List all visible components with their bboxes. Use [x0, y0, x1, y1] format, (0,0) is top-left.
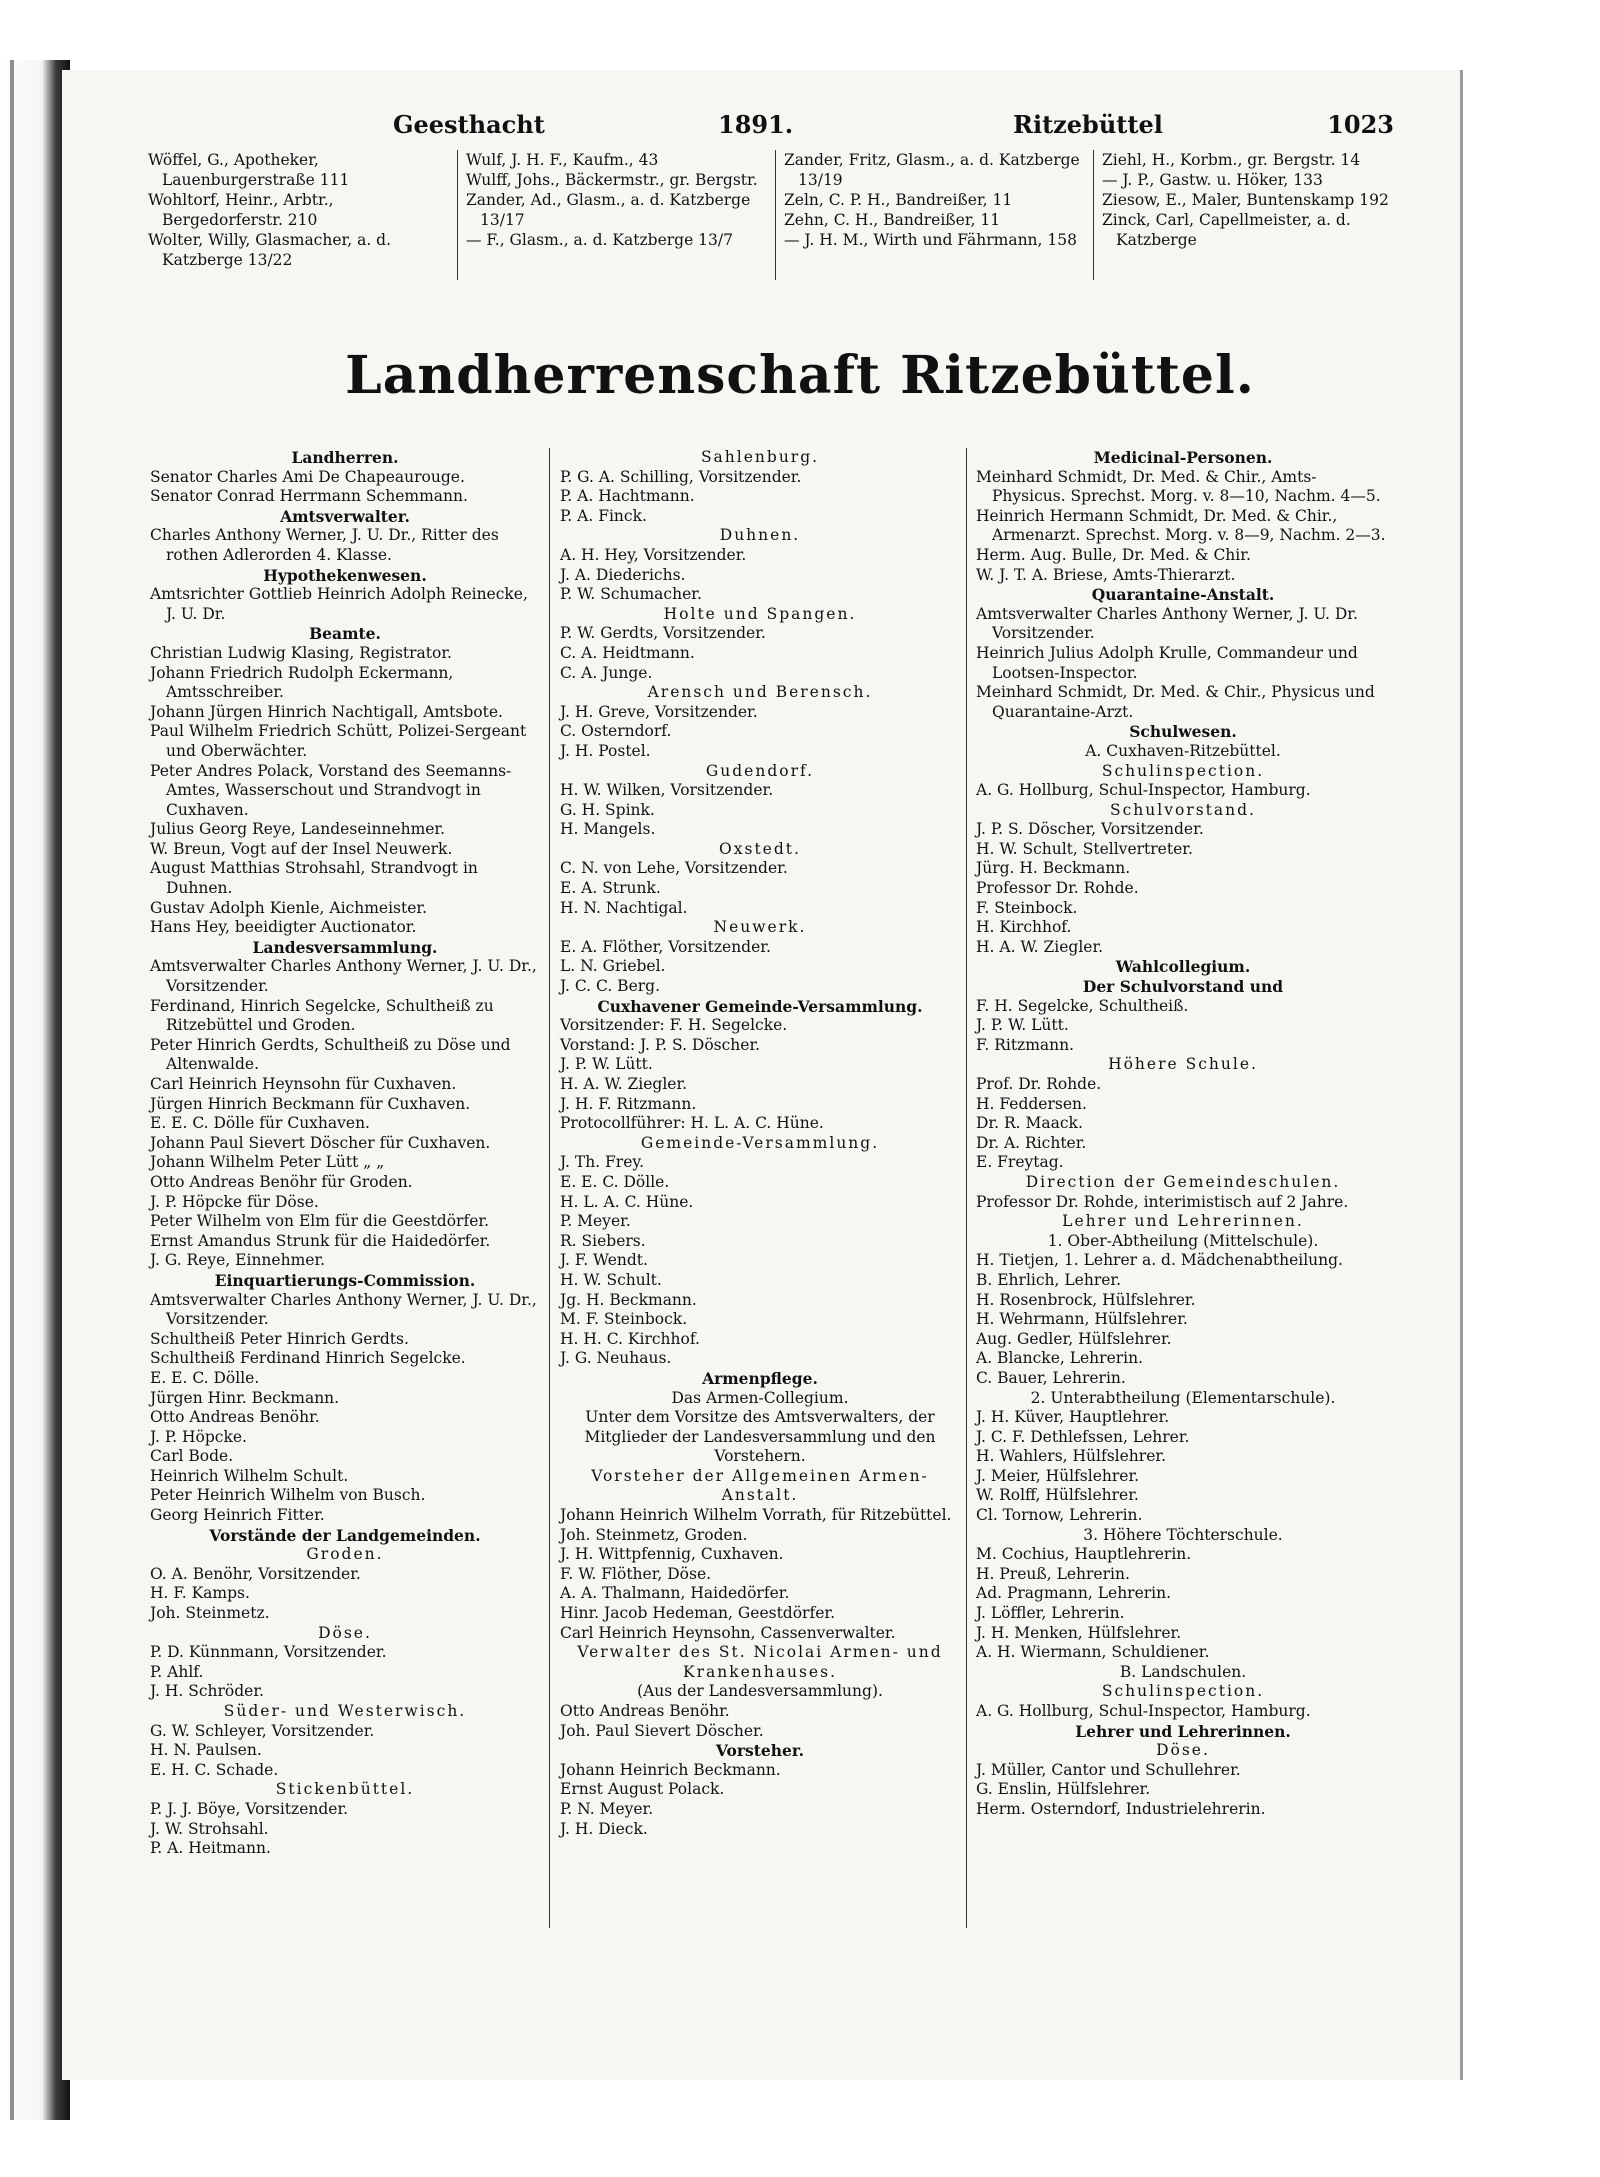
directory-entry: C. Bauer, Lehrerin. [976, 1368, 1126, 1387]
directory-entry: Herm. Aug. Bulle, Dr. Med. & Chir. [976, 545, 1251, 564]
directory-entry: H. Wahlers, Hülfslehrer. [976, 1447, 1167, 1466]
directory-entry: Ernst August Polack. [560, 1780, 725, 1799]
directory-entry: Dr. A. Richter. [976, 1133, 1087, 1152]
directory-entry: J. G. Reye, Einnehmer. [150, 1251, 326, 1270]
directory-entry: H. W. Schult. [560, 1270, 662, 1289]
directory-entry: Professor Dr. Rohde. [976, 879, 1139, 898]
column-rule [549, 448, 550, 1928]
directory-entry: M. Cochius, Hauptlehrerin. [976, 1545, 1192, 1564]
section-heading: Schulvorstand. [1110, 800, 1256, 819]
directory-entry: E. A. Flöther, Vorsitzender. [560, 937, 771, 956]
directory-entry: C. Osterndorf. [560, 722, 672, 741]
directory-entry: H. Mangels. [560, 820, 656, 839]
section-heading: Döse. [1156, 1741, 1210, 1760]
directory-entry: Jg. H. Beckmann. [560, 1290, 697, 1309]
column-left [150, 448, 540, 1859]
column-rule [457, 150, 458, 280]
directory-entry: August Matthias Strohsahl, Strandvogt in Duhnen. [150, 859, 478, 898]
directory-entry: Jürgen Hinr. Beckmann. [150, 1388, 340, 1407]
directory-entry: Johann Wilhelm Peter Lütt „ „ [150, 1153, 385, 1172]
directory-entry: Amtsverwalter Charles Anthony Werner, J. U. Dr. Vorsitzender. [976, 604, 1358, 643]
directory-entry: Johann Heinrich Beckmann. [560, 1760, 781, 1779]
directory-entry: Joh. Steinmetz. [150, 1604, 270, 1623]
directory-entry: Heinrich Julius Adolph Krulle, Commandeur und Lootsen-Inspector. [976, 643, 1358, 682]
directory-entry: P. A. Heitmann. [150, 1839, 271, 1858]
directory-entry: Cl. Tornow, Lehrerin. [976, 1506, 1143, 1525]
directory-entry: P. D. Künnmann, Vorsitzender. [150, 1643, 387, 1662]
section-heading: Döse. [318, 1623, 372, 1642]
main-columns [150, 448, 1390, 1948]
section-heading: (Aus der Landesversammlung). [637, 1682, 883, 1701]
directory-entry: Heinrich Hermann Schmidt, Dr. Med. & Chir., Armenarzt. Sprechst. Morg. v. 8—9, Nachm. 2—3. [976, 506, 1386, 545]
directory-entry: F. W. Flöther, Döse. [560, 1564, 712, 1583]
directory-entry: E. H. C. Schade. [150, 1760, 279, 1779]
directory-entry: Johann Friedrich Rudolph Eckermann, Amtsschreiber. [150, 663, 454, 702]
directory-continuation [148, 150, 1394, 290]
directory-entry: J. H. Menken, Hülfslehrer. [976, 1623, 1182, 1642]
directory-entry: Peter Heinrich Wilhelm von Busch. [150, 1486, 426, 1505]
directory-entry: F. Steinbock. [976, 898, 1078, 917]
directory-entry: P. Ahlf. [150, 1662, 204, 1681]
directory-entry: Carl Heinrich Heynsohn für Cuxhaven. [150, 1075, 457, 1093]
directory-entry: P. W. Schumacher. [560, 585, 702, 604]
section-heading: Vorstände der Landgemeinden. [209, 1525, 481, 1545]
directory-entry: J. H. Küver, Hauptlehrer. [976, 1408, 1170, 1427]
column-rule [775, 150, 776, 280]
section-heading: Gudendorf. [705, 761, 815, 780]
top-entry: — J. H. M., Wirth und Fährmann, 158 [784, 231, 1077, 249]
directory-entry: J. P. Höpcke für Döse. [150, 1192, 319, 1211]
section-heading: Amtsverwalter. [280, 506, 410, 526]
top-entry: Wulff, Johs., Bäckermstr., gr. Bergstr. [466, 171, 758, 189]
directory-entry: H. N. Nachtigal. [560, 898, 688, 917]
directory-entry: Vorstand: J. P. S. Döscher. [560, 1035, 761, 1054]
section-heading: Höhere Schule. [1108, 1055, 1258, 1074]
section-heading: Arensch und Berensch. [647, 683, 873, 702]
top-entry: Wohltorf, Heinr., Arbtr., Bergedorferstr. 210 [148, 191, 334, 229]
directory-entry: Otto Andreas Benöhr. [150, 1408, 320, 1427]
directory-entry: Johann Heinrich Wilhelm Vorrath, für Ritzebüttel. [560, 1506, 952, 1525]
section-heading: Beamte. [309, 624, 381, 644]
section-heading: Armenpflege. [702, 1368, 818, 1388]
section-heading: Cuxhavener Gemeinde-Versammlung. [597, 996, 923, 1016]
section-heading: Unter dem Vorsitze des Amtsverwalters, der Mitglieder der Landesversammlung und den Vorstehern. [584, 1408, 936, 1466]
directory-entry: E. E. C. Dölle. [150, 1368, 260, 1387]
directory-entry: J. P. W. Lütt. [976, 1016, 1069, 1035]
directory-entry: P. A. Hachtmann. [560, 487, 695, 506]
top-entry: Zeln, C. P. H., Bandreißer, 11 [784, 191, 1013, 209]
top-entry: Zander, Fritz, Glasm., a. d. Katzberge 13/19 [784, 151, 1080, 189]
directory-entry: M. F. Steinbock. [560, 1310, 688, 1329]
directory-entry: Gustav Adolph Kienle, Aichmeister. [150, 898, 428, 917]
directory-entry: J. G. Neuhaus. [560, 1349, 672, 1368]
top-entry: Ziesow, E., Maler, Buntenskamp 192 [1102, 191, 1389, 209]
column-rule [966, 448, 967, 1928]
directory-entry: J. P. Höpcke. [150, 1427, 247, 1446]
directory-entry: P. G. A. Schilling, Vorsitzender. [560, 467, 802, 486]
directory-entry: C. A. Junge. [560, 663, 653, 682]
section-heading: Gemeinde-Versammlung. [640, 1133, 880, 1152]
directory-entry: J. Müller, Cantor und Schullehrer. [976, 1760, 1241, 1779]
directory-entry: P. A. Finck. [560, 506, 647, 525]
directory-entry: J. A. Diederichs. [560, 565, 686, 584]
directory-entry: Senator Conrad Herrmann Schemmann. [150, 487, 468, 506]
directory-entry: J. P. S. Döscher, Vorsitzender. [976, 820, 1204, 839]
section-heading: Stickenbüttel. [275, 1780, 415, 1799]
directory-entry: J. Th. Frey. [560, 1153, 645, 1172]
directory-entry: Jürg. H. Beckmann. [976, 859, 1131, 878]
top-column-2 [466, 150, 766, 250]
directory-entry: P. N. Meyer. [560, 1799, 654, 1818]
directory-entry: J. W. Strohsahl. [150, 1819, 269, 1838]
header-left: Geesthacht [393, 110, 545, 139]
directory-entry: Herm. Osterndorf, Industrielehrerin. [976, 1799, 1266, 1818]
section-heading: Oxstedt. [719, 839, 801, 858]
directory-entry: A. H. Wiermann, Schuldiener. [976, 1643, 1210, 1662]
directory-entry: W. J. T. A. Briese, Amts-Thierarzt. [976, 565, 1236, 584]
directory-entry: G. W. Schleyer, Vorsitzender. [150, 1721, 375, 1740]
header-right: Ritzebüttel [1013, 110, 1163, 139]
top-entry: Zander, Ad., Glasm., a. d. Katzberge 13/17 [466, 191, 751, 229]
directory-entry: F. H. Segelcke, Schultheiß. [976, 996, 1189, 1015]
directory-entry: G. H. Spink. [560, 800, 655, 819]
section-heading: Einquartierungs-Commission. [214, 1270, 476, 1290]
directory-entry: H. Rosenbrock, Hülfslehrer. [976, 1290, 1196, 1309]
directory-entry: Amtsverwalter Charles Anthony Werner, J. U. Dr., Vorsitzender. [150, 957, 537, 996]
section-heading: Holte und Spangen. [663, 604, 857, 623]
directory-entry: Johann Jürgen Hinrich Nachtigall, Amtsbote. [150, 702, 503, 721]
directory-entry: Carl Bode. [150, 1447, 234, 1466]
section-heading: Neuwerk. [713, 918, 807, 937]
section-heading: Landesversammlung. [252, 937, 438, 957]
top-column-4 [1102, 150, 1394, 250]
directory-entry: Peter Hinrich Gerdts, Schultheiß zu Döse und Altenwalde. [150, 1035, 511, 1074]
directory-entry: C. A. Heidtmann. [560, 643, 695, 662]
directory-entry: Charles Anthony Werner, J. U. Dr., Ritter des rothen Adlerorden 4. Klasse. [150, 526, 499, 564]
directory-entry: Hinr. Jacob Hedeman, Geestdörfer. [560, 1604, 836, 1623]
section-heading: Der Schulvorstand und [1082, 977, 1284, 997]
directory-entry: H. N. Paulsen. [150, 1741, 262, 1760]
directory-entry: E. Freytag. [976, 1153, 1064, 1172]
directory-entry: A. H. Hey, Vorsitzender. [560, 545, 747, 564]
directory-entry: Dr. R. Maack. [976, 1114, 1083, 1133]
top-column-3 [784, 150, 1084, 250]
directory-entry: Christian Ludwig Klasing, Registrator. [150, 643, 452, 662]
directory-entry: W. Rolff, Hülfslehrer. [976, 1486, 1139, 1505]
section-heading: A. Cuxhaven-Ritzebüttel. [1085, 741, 1281, 760]
directory-entry: Johann Paul Sievert Döscher für Cuxhaven. [150, 1133, 491, 1152]
directory-entry: H. Kirchhof. [976, 918, 1072, 937]
directory-entry: H. L. A. C. Hüne. [560, 1192, 694, 1211]
directory-entry: Otto Andreas Benöhr. [560, 1702, 730, 1720]
directory-entry: Heinrich Wilhelm Schult. [150, 1466, 349, 1485]
column-rule [1093, 150, 1094, 280]
section-heading: Schulinspection. [1101, 761, 1265, 780]
top-entry: Wöffel, G., Apotheker, Lauenburgerstraße 111 [148, 151, 350, 189]
directory-entry: Amtsrichter Gottlieb Heinrich Adolph Reinecke, J. U. Dr. [150, 585, 528, 623]
directory-entry: E. E. C. Dölle für Cuxhaven. [150, 1114, 370, 1133]
directory-entry: J. C. F. Dethlefssen, Lehrer. [976, 1427, 1190, 1446]
directory-entry: Ad. Pragmann, Lehrerin. [976, 1584, 1172, 1603]
section-heading: Quarantaine-Anstalt. [1091, 585, 1275, 605]
section-heading: Landherren. [291, 448, 399, 467]
directory-entry: Senator Charles Ami De Chapeaurouge. [150, 467, 465, 486]
directory-entry: H. H. C. Kirchhof. [560, 1329, 700, 1348]
directory-entry: E. E. C. Dölle. [560, 1172, 670, 1191]
column-middle [560, 448, 960, 1839]
section-heading: 2. Unterabtheilung (Elementarschule). [1030, 1388, 1336, 1407]
directory-entry: Jürgen Hinrich Beckmann für Cuxhaven. [150, 1094, 471, 1113]
section-heading: Schulwesen. [1129, 722, 1237, 742]
section-heading: Verwalter des St. Nicolai Armen- und Krankenhauses. [577, 1643, 943, 1681]
directory-entry: J. Löffler, Lehrerin. [976, 1604, 1125, 1623]
directory-entry: A. Blancke, Lehrerin. [976, 1349, 1144, 1368]
section-title: Landherrenschaft Ritzebüttel. [345, 345, 1255, 406]
directory-entry: E. A. Strunk. [560, 879, 661, 898]
directory-entry: J. Meier, Hülfslehrer. [976, 1466, 1140, 1485]
directory-entry: Prof. Dr. Rohde. [976, 1075, 1102, 1093]
section-heading: Wahlcollegium. [1115, 957, 1251, 977]
top-entry: Wulf, J. H. F., Kaufm., 43 [466, 151, 659, 169]
section-heading: Süder- und Westerwisch. [223, 1702, 467, 1720]
top-entry: Zinck, Carl, Capellmeister, a. d. Katzberge [1102, 211, 1351, 249]
directory-entry: H. W. Schult, Stellvertreter. [976, 839, 1193, 858]
directory-entry: Paul Wilhelm Friedrich Schütt, Polizei-Sergeant und Oberwächter. [150, 722, 527, 760]
section-heading: Lehrer und Lehrerinnen. [1075, 1721, 1291, 1741]
section-heading: Lehrer und Lehrerinnen. [1062, 1212, 1304, 1231]
directory-entry: H. Wehrmann, Hülfslehrer. [976, 1310, 1188, 1329]
directory-entry: Schultheiß Ferdinand Hinrich Segelcke. [150, 1349, 466, 1368]
directory-entry: A. G. Hollburg, Schul-Inspector, Hamburg. [976, 781, 1311, 800]
section-heading: B. Landschulen. [1119, 1662, 1247, 1681]
directory-entry: Amtsverwalter Charles Anthony Werner, J. U. Dr., Vorsitzender. [150, 1290, 537, 1329]
directory-entry: H. Feddersen. [976, 1094, 1087, 1113]
directory-entry: Julius Georg Reye, Landeseinnehmer. [150, 820, 446, 839]
section-heading: 3. Höhere Töchterschule. [1083, 1525, 1283, 1544]
section-heading: Groden. [306, 1545, 384, 1564]
directory-entry: Ferdinand, Hinrich Segelcke, Schultheiß zu Ritzebüttel und Groden. [150, 996, 494, 1035]
directory-entry: Georg Heinrich Fitter. [150, 1506, 325, 1525]
directory-entry: Meinhard Schmidt, Dr. Med. & Chir., Physicus und Quarantaine-Arzt. [976, 683, 1375, 721]
directory-entry: L. N. Griebel. [560, 957, 666, 976]
running-header [148, 110, 1394, 140]
section-heading: Duhnen. [719, 526, 801, 545]
directory-entry: H. W. Wilken, Vorsitzender. [560, 781, 774, 800]
directory-entry: C. N. von Lehe, Vorsitzender. [560, 859, 788, 878]
directory-entry: Hans Hey, beeidigter Auctionator. [150, 918, 417, 937]
directory-entry: A. G. Hollburg, Schul-Inspector, Hamburg. [976, 1702, 1311, 1720]
directory-entry: J. H. Dieck. [560, 1819, 648, 1838]
directory-entry: Peter Andres Polack, Vorstand des Seemanns-Amtes, Wasserschout und Strandvogt in Cuxhaven. [150, 761, 512, 819]
directory-entry: Aug. Gedler, Hülfslehrer. [976, 1329, 1172, 1348]
directory-entry: Carl Heinrich Heynsohn, Cassenverwalter. [560, 1623, 896, 1642]
directory-entry: Meinhard Schmidt, Dr. Med. & Chir., Amts-Physicus. Sprechst. Morg. v. 8—10, Nachm. 4—5. [976, 467, 1381, 506]
directory-entry: R. Siebers. [560, 1231, 646, 1250]
directory-entry: Schultheiß Peter Hinrich Gerdts. [150, 1329, 409, 1348]
top-column-1 [148, 150, 448, 270]
directory-entry: J. C. C. Berg. [560, 977, 661, 996]
directory-entry: G. Enslin, Hülfslehrer. [976, 1780, 1151, 1799]
directory-entry: Joh. Paul Sievert Döscher. [560, 1721, 764, 1740]
section-heading: Vorsteher. [715, 1741, 805, 1761]
section-heading: Direction der Gemeindeschulen. [1025, 1172, 1341, 1191]
directory-entry: Peter Wilhelm von Elm für die Geestdörfer. [150, 1212, 490, 1231]
header-year: 1891. [718, 110, 794, 139]
directory-entry: Professor Dr. Rohde, interimistisch auf 2 Jahre. [976, 1192, 1349, 1211]
directory-entry: Vorsitzender: F. H. Segelcke. [560, 1016, 788, 1035]
directory-entry: Protocollführer: H. L. A. C. Hüne. [560, 1114, 824, 1133]
directory-entry: F. Ritzmann. [976, 1035, 1075, 1054]
directory-entry: O. A. Benöhr, Vorsitzender. [150, 1564, 361, 1583]
top-entry: — F., Glasm., a. d. Katzberge 13/7 [466, 231, 733, 249]
section-heading: Hypothekenwesen. [263, 565, 427, 585]
directory-entry: Joh. Steinmetz, Groden. [560, 1525, 748, 1544]
directory-entry: J. H. Postel. [560, 741, 651, 760]
section-heading: Schulinspection. [1101, 1682, 1265, 1701]
directory-entry: J. H. Schröder. [150, 1682, 264, 1701]
directory-entry: B. Ehrlich, Lehrer. [976, 1270, 1122, 1289]
directory-entry: W. Breun, Vogt auf der Insel Neuwerk. [150, 839, 453, 858]
directory-entry: P. Meyer. [560, 1212, 631, 1231]
top-entry: Zehn, C. H., Bandreißer, 11 [784, 211, 1001, 229]
section-heading: Medicinal-Personen. [1093, 448, 1273, 467]
directory-entry: A. A. Thalmann, Haidedörfer. [560, 1584, 790, 1603]
section-heading: 1. Ober-Abtheilung (Mittelschule). [1047, 1231, 1319, 1250]
section-heading: Sahlenburg. [700, 448, 820, 466]
section-heading: Vorsteher der Allgemeinen Armen-Anstalt. [591, 1466, 929, 1505]
directory-entry: H. F. Kamps. [150, 1584, 250, 1603]
directory-entry: H. A. W. Ziegler. [976, 937, 1104, 956]
directory-entry: P. W. Gerdts, Vorsitzender. [560, 624, 766, 643]
top-entry: Wolter, Willy, Glasmacher, a. d. Katzberge 13/22 [148, 231, 392, 269]
directory-entry: J. H. Greve, Vorsitzender. [560, 702, 758, 721]
directory-entry: J. P. W. Lütt. [560, 1055, 653, 1074]
top-entry: — J. P., Gastw. u. Höker, 133 [1102, 171, 1323, 189]
page-number: 1023 [1327, 110, 1394, 139]
directory-entry: J. F. Wendt. [560, 1251, 648, 1270]
directory-entry: H. Tietjen, 1. Lehrer a. d. Mädchenabtheilung. [976, 1251, 1343, 1270]
directory-entry: J. H. F. Ritzmann. [560, 1094, 697, 1113]
column-right [976, 448, 1390, 1820]
directory-entry: J. H. Wittpfennig, Cuxhaven. [560, 1545, 784, 1564]
section-heading: Das Armen-Collegium. [671, 1388, 849, 1407]
directory-entry: Otto Andreas Benöhr für Groden. [150, 1172, 413, 1191]
top-entry: Ziehl, H., Korbm., gr. Bergstr. 14 [1102, 151, 1361, 169]
directory-entry: P. J. J. Böye, Vorsitzender. [150, 1799, 349, 1818]
directory-entry: Ernst Amandus Strunk für die Haidedörfer. [150, 1231, 491, 1250]
directory-entry: H. A. W. Ziegler. [560, 1075, 688, 1093]
directory-entry: H. Preuß, Lehrerin. [976, 1564, 1130, 1583]
